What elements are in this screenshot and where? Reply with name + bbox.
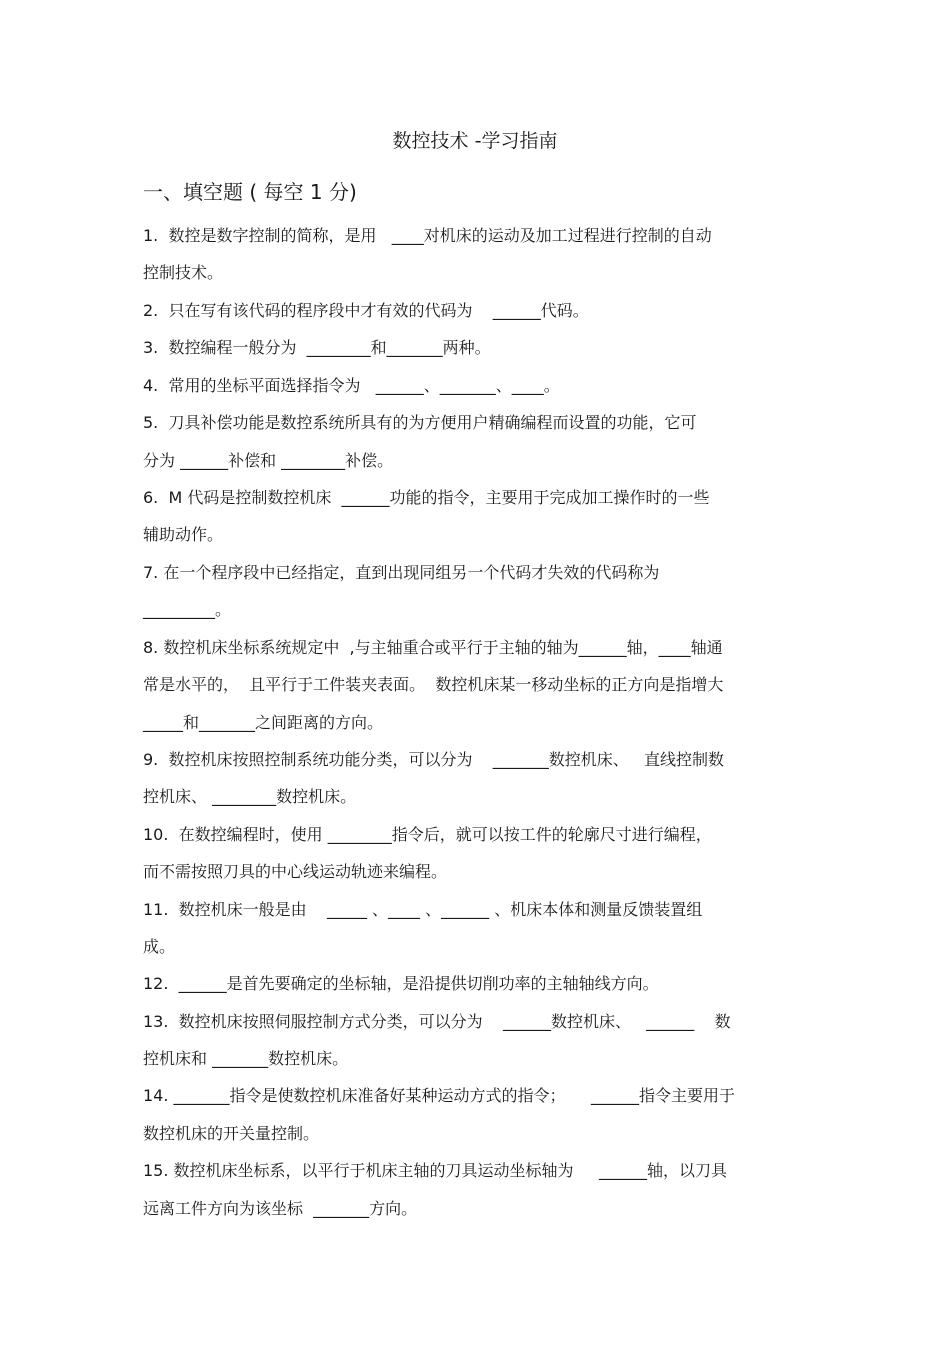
text-line: _____和_______之间距离的方向。 <box>143 713 384 732</box>
text-line: 14. _______指令是使数控机床准备好某种运动方式的指令； ______指令主要用于 <box>143 1086 735 1105</box>
text-line: 15. 数控机床坐标系，以平行于机床主轴的刀具运动坐标轴为 ______轴，以刀具 <box>143 1161 727 1180</box>
text-line: 常是水平的， 且平行于工件装夹表面。 数控机床某一移动坐标的正方向是指增大 <box>143 675 724 694</box>
text-line: 2. 只在写有该代码的程序段中才有效的代码为 ______代码。 <box>143 301 589 320</box>
text-line: 11. 数控机床一般是由 _____ 、____ 、______ 、机床本体和测量反馈装置组 <box>143 900 703 919</box>
text-line: 控机床、 ________数控机床。 <box>143 787 357 806</box>
text-line: 4. 常用的坐标平面选择指令为 ______、_______、____。 <box>143 376 560 395</box>
text-line: 而不需按照刀具的中心线运动轨迹来编程。 <box>143 862 448 881</box>
text-line: 控制技术。 <box>143 263 224 282</box>
text-line: 9. 数控机床按照控制系统功能分类，可以分为 _______数控机床、 直线控制数 <box>143 750 725 769</box>
text-line: 1. 数控是数字控制的简称，是用 ____对机床的运动及加工过程进行控制的自动 <box>143 226 712 245</box>
text-line: 控机床和 _______数控机床。 <box>143 1049 349 1068</box>
text-line: 成。 <box>143 937 176 956</box>
text-line: 数控机床的开关量控制。 <box>143 1124 320 1143</box>
text-line: 8. 数控机床坐标系统规定中 ,与主轴重合或平行于主轴的轴为______轴，____轴通 <box>143 638 723 657</box>
text-line: 10. 在数控编程时，使用 ________指令后，就可以按工件的轮廓尺寸进行编程， <box>143 825 712 844</box>
text-line: 辅助动作。 <box>143 525 224 544</box>
document-title: 数控技术 -学习指南 <box>392 130 558 152</box>
text-line: 7. 在一个程序段中已经指定，直到出现同组另一个代码才失效的代码称为 <box>143 563 660 582</box>
text-line: _________。 <box>143 600 232 619</box>
text-line: 远离工件方向为该坐标 _______方向。 <box>143 1199 418 1218</box>
text-line: 分为 ______补偿和 ________补偿。 <box>143 451 394 470</box>
text-line: 3. 数控编程一般分为 ________和_______两种。 <box>143 338 491 357</box>
text-line: 6. M 代码是控制数控机床 ______功能的指令，主要用于完成加工操作时的一些 <box>143 488 710 507</box>
text-line: 12. ______是首先要确定的坐标轴，是沿提供切削功率的主轴轴线方向。 <box>143 974 659 993</box>
text-line: 5. 刀具补偿功能是数控系统所具有的为方便用户精确编程而设置的功能，它可 <box>143 413 697 432</box>
text-line: 13. 数控机床按照伺服控制方式分类，可以分为 ______数控机床、 ______ 数 <box>143 1012 731 1031</box>
section-heading: 一、填空题 ( 每空 1 分) <box>143 180 357 204</box>
